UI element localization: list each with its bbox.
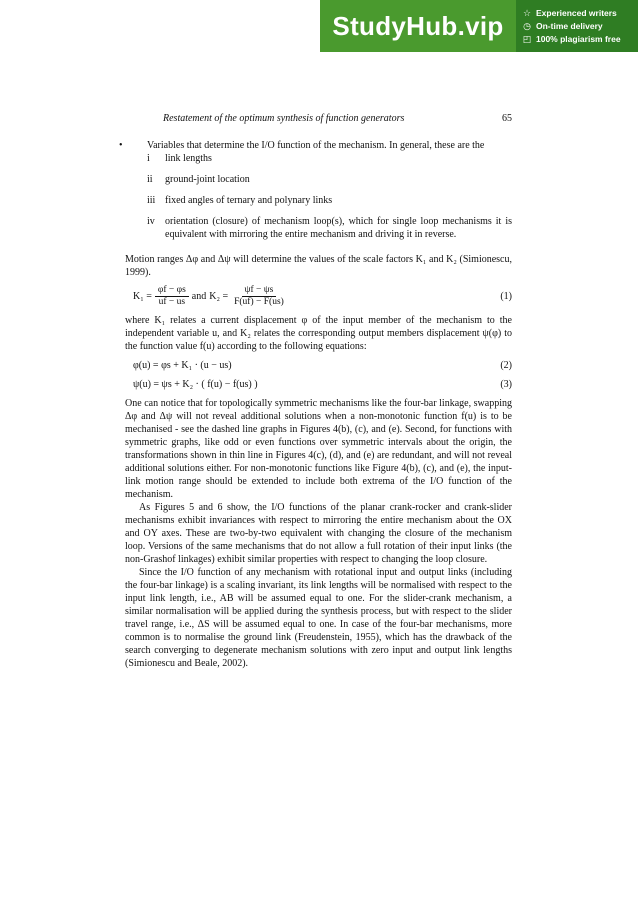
bullet-list	[119, 139, 512, 241]
eq-and: and	[191, 291, 207, 302]
list-number: iv	[147, 216, 155, 227]
feature-item	[522, 21, 632, 32]
feature-label: On-time delivery	[536, 21, 603, 31]
equation-1	[125, 285, 512, 308]
list-text: link lengths	[165, 153, 212, 164]
clock-icon: ◷	[523, 20, 531, 31]
equation-3	[125, 378, 512, 391]
equation-number: (3)	[500, 379, 512, 390]
numerator: φf − φs	[155, 285, 189, 297]
equation-number: (1)	[500, 291, 512, 302]
document-page	[119, 112, 512, 670]
paragraph: One can notice that for topologically symmetric mechanisms like the four-bar linkage, swapping Δφ and Δψ will not reveal additional solutions when a non-monotonic function f(u) is to be mechanised - see the dashed line graphs in Figures 4(b), (c), and (e). Second, for functions with symmetric graphs, like odd or even functions over symmetric intervals about the origin, the transformations shown in thin line in Figures 4(c), (d), and (e) are redundant, and will not reveal additional solutions either. For non-monotonic functions like Figure 4(b), (c), and (e), the input-link motion range should be extended to include both extrema of the I/O function of the mechanism.	[125, 398, 512, 500]
list-text: ground-joint location	[165, 174, 250, 185]
equation-number: (2)	[500, 360, 512, 371]
list-number: i	[147, 153, 150, 164]
list-text: orientation (closure) of mechanism loop(s), which for single loop mechanisms it is equivalent with mirroring the entire mechanism and driving it in reverse.	[165, 216, 512, 240]
shield-icon: ◰	[522, 33, 532, 44]
list-item	[125, 152, 512, 165]
list-item	[125, 173, 512, 186]
paragraph: where K₁ relates a current displacement φ of the input member of the mechanism to the independent variable u, and K₂ relates the corresponding output members displacement ψ(φ) to the function value f(u) according to the following equations:	[125, 315, 512, 352]
denominator: F(uf) − F(us)	[234, 297, 284, 307]
paragraph: As Figures 5 and 6 show, the I/O functions of the planar crank-rocker and crank-slider mechanisms exhibit invariances with respect to mirroring the entire mechanism about the OX and OY axes. These are two-by-two equivalent with changing the closure of the mechanism loop. Versions of the same mechanisms that do not allow a full rotation of their input links (the non-Grashof linkages) exhibit similar properties with respect to changing the loop closure.	[125, 502, 512, 565]
list-number: ii	[147, 174, 153, 185]
feature-label: 100% plagiarism free	[536, 34, 621, 44]
equation-text: ψ(u) = ψs + K₂ · ( f(u) − f(us) )	[133, 379, 258, 390]
running-header	[125, 112, 512, 125]
eq-k2: K₂ =	[209, 291, 229, 302]
list-item	[125, 215, 512, 241]
denominator: uf − us	[158, 297, 186, 307]
feature-item	[522, 34, 632, 45]
banner-features	[516, 0, 638, 52]
star-icon: ☆	[522, 7, 532, 18]
list-item	[125, 194, 512, 207]
list-text: fixed angles of ternary and polynary links	[165, 195, 333, 206]
promo-banner[interactable]	[320, 0, 638, 52]
running-title: Restatement of the optimum synthesis of function generators	[163, 113, 405, 124]
studyhub-logo[interactable]: StudyHub.vip	[332, 10, 504, 41]
bullet-intro: Variables that determine the I/O function of the mechanism. In general, these are the	[147, 140, 485, 151]
fraction	[155, 285, 189, 308]
paragraph: Motion ranges Δφ and Δψ will determine the values of the scale factors K₁ and K₂ (Simionescu, 1999).	[125, 254, 512, 278]
page-number: 65	[502, 113, 512, 124]
eq-k1: K₁ =	[133, 291, 152, 302]
paragraph: Since the I/O function of any mechanism with rotational input and output links (including the four-bar linkage) is a scaling invariant, its link lengths will be normalised with respect to the input link length, i.e., AB will be assumed equal to one. For the slider-crank mechanism, a similar normalisation will be applied during the synthesis process, but with respect to the slider travel range, i.e., ΔS will be assumed equal to one. In case of the four-bar mechanisms, more common is to normalise the ground link (Freudenstein, 1955), which has the drawback of the search converging to degenerate mechanism solutions with zero input and output link lengths (Simionescu and Beale, 2002).	[125, 567, 512, 669]
feature-label: Experienced writers	[536, 8, 617, 18]
bullet-icon: •	[119, 140, 123, 151]
equation-2	[125, 359, 512, 372]
numerator: ψf − ψs	[242, 285, 277, 297]
feature-item	[522, 8, 632, 19]
equation-text: φ(u) = φs + K₁ · (u − us)	[133, 360, 232, 371]
fraction	[231, 285, 287, 308]
list-number: iii	[147, 195, 156, 206]
